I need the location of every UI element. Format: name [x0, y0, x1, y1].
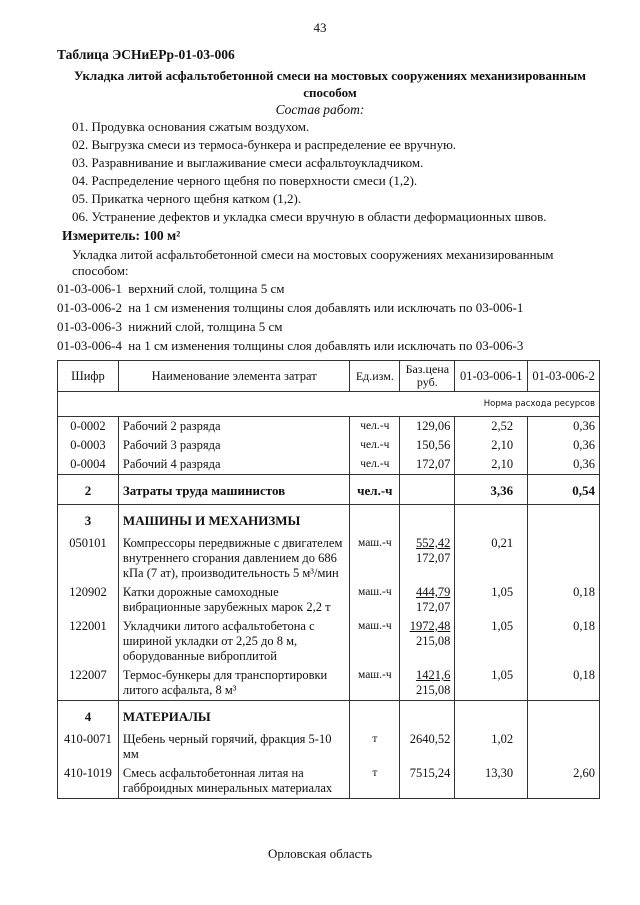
- variant-code: 01-03-006-4: [57, 338, 122, 353]
- works-subtitle: Состав работ:: [275, 102, 365, 117]
- section-row: [58, 505, 600, 535]
- price-value: 2640,52: [409, 732, 451, 746]
- table-row: [58, 417, 600, 437]
- cell-price: [400, 505, 455, 535]
- price-current: 552,42: [415, 536, 451, 550]
- cell-v2: [528, 505, 600, 535]
- cell-name: Рабочий 2 разряда: [118, 417, 349, 437]
- cell-price: [400, 701, 455, 731]
- cell-v2: 0,18: [528, 666, 600, 701]
- cell-price: [400, 436, 455, 455]
- cell-name: Смесь асфальтобетонная литая на габброидных минеральных материалах: [118, 764, 349, 799]
- cell-code: 410-0071: [58, 730, 119, 764]
- cell-code: 4: [58, 701, 119, 731]
- section-title: Укладка литой асфальтобетонной смеси на мостовых сооружениях механизированным способом: [73, 68, 587, 100]
- cell-code: 122001: [58, 617, 119, 666]
- table-row: [58, 764, 600, 799]
- variant-code: 01-03-006-1: [57, 281, 122, 296]
- header-unit: Ед.изм.: [350, 361, 400, 392]
- cell-unit: чел.-ч: [350, 417, 400, 437]
- cell-unit: маш.-ч: [350, 534, 400, 583]
- price-current: 444,79: [415, 585, 451, 599]
- header-v1: 01-03-006-1: [455, 361, 528, 392]
- cell-price: [400, 666, 455, 701]
- variant-text: верхний слой, толщина 5 см: [128, 281, 285, 296]
- cell-unit: [350, 701, 400, 731]
- cell-price: [400, 730, 455, 764]
- cell-v1: 1,02: [455, 730, 528, 764]
- price-machinist: 172,07: [415, 551, 451, 565]
- cell-code: 410-1019: [58, 764, 119, 799]
- cell-v2: [528, 701, 600, 731]
- variant-code: 01-03-006-3: [57, 319, 122, 334]
- variant-item: [57, 336, 523, 355]
- cell-v1: 1,05: [455, 666, 528, 701]
- table-row: [58, 666, 600, 701]
- cell-v1: 0,21: [455, 534, 528, 583]
- cell-name: Рабочий 4 разряда: [118, 455, 349, 475]
- price-value: 7515,24: [409, 766, 451, 780]
- cell-name: МАТЕРИАЛЫ: [118, 701, 349, 731]
- cell-name: Компрессоры передвижные с двигателем внутреннего сгорания давлением до 686 кПа (7 ат), производительность 5 м³/мин: [118, 534, 349, 583]
- cell-price: [400, 583, 455, 617]
- norm-label: Норма расхода ресурсов: [58, 392, 600, 417]
- cell-v1: 2,52: [455, 417, 528, 437]
- variant-text: нижний слой, толщина 5 см: [128, 319, 283, 334]
- price-machinist: 172,07: [415, 600, 451, 614]
- cell-code: 0-0004: [58, 455, 119, 475]
- description: Укладка литой асфальтобетонной смеси на мостовых сооружениях механизированным способом:: [72, 247, 554, 278]
- cell-code: 122007: [58, 666, 119, 701]
- cell-price: [400, 617, 455, 666]
- cell-v1: [455, 701, 528, 731]
- cell-v2: 0,36: [528, 436, 600, 455]
- cell-v2: 0,36: [528, 455, 600, 475]
- work-item: 03. Разравнивание и выглаживание смеси асфальтоукладчиком.: [72, 155, 424, 170]
- price-machinist: 215,08: [415, 634, 451, 648]
- page-footer: Орловская область: [267, 846, 373, 861]
- variants-list: [57, 279, 523, 355]
- cell-unit: т: [350, 764, 400, 799]
- page-number: 43: [313, 20, 327, 35]
- table-row: [58, 583, 600, 617]
- cell-name: Рабочий 3 разряда: [118, 436, 349, 455]
- work-item: 04. Распределение черного щебня по поверхности смеси (1,2).: [72, 173, 418, 188]
- variant-item: [57, 298, 523, 317]
- cell-price: [400, 764, 455, 799]
- cell-v1: [455, 505, 528, 535]
- variant-code: 01-03-006-2: [57, 300, 122, 315]
- cell-v2: [528, 730, 600, 764]
- cell-unit: чел.-ч: [350, 436, 400, 455]
- measure-unit: Измеритель: 100 м²: [62, 228, 181, 243]
- work-item: 06. Устранение дефектов и укладка смеси вручную в области деформационных швов.: [72, 209, 547, 224]
- cell-price: [400, 475, 455, 505]
- cell-name: Затраты труда машинистов: [118, 475, 349, 505]
- cell-price: [400, 534, 455, 583]
- norm-row: [58, 392, 600, 417]
- cell-v1: 2,10: [455, 455, 528, 475]
- cell-name: Катки дорожные самоходные вибрационные зарубежных марок 2,2 т: [118, 583, 349, 617]
- cell-v2: [528, 534, 600, 583]
- cell-unit: [350, 505, 400, 535]
- cell-price: [400, 455, 455, 475]
- cell-v1: 2,10: [455, 436, 528, 455]
- price-value: 129,06: [415, 419, 451, 433]
- price-current: 1421,6: [415, 668, 451, 682]
- cell-name: МАШИНЫ И МЕХАНИЗМЫ: [118, 505, 349, 535]
- cell-code: 2: [58, 475, 119, 505]
- cell-code: 3: [58, 505, 119, 535]
- variant-text: на 1 см изменения толщины слоя добавлять или исключать по 03-006-3: [128, 338, 524, 353]
- cell-price: [400, 417, 455, 437]
- resources-table: [57, 360, 600, 799]
- cell-unit: маш.-ч: [350, 666, 400, 701]
- header-name: Наименование элемента затрат: [118, 361, 349, 392]
- cell-v2: 0,18: [528, 583, 600, 617]
- cell-v2: 0,18: [528, 617, 600, 666]
- variant-item: [57, 317, 523, 336]
- works-list: [72, 118, 547, 226]
- cell-unit: чел.-ч: [350, 475, 400, 505]
- price-current: 1972,48: [409, 619, 451, 633]
- table-row: [58, 730, 600, 764]
- header-v2: 01-03-006-2: [528, 361, 600, 392]
- table-row: [58, 617, 600, 666]
- table-row: [58, 534, 600, 583]
- cell-v1: 13,30: [455, 764, 528, 799]
- cell-code: 050101: [58, 534, 119, 583]
- cell-v2: 0,36: [528, 417, 600, 437]
- work-item: 02. Выгрузка смеси из термоса-бункера и распределение ее вручную.: [72, 137, 457, 152]
- cell-name: Щебень черный горячий, фракция 5-10 мм: [118, 730, 349, 764]
- table-row: [58, 475, 600, 505]
- price-value: 150,56: [415, 438, 451, 452]
- cell-unit: т: [350, 730, 400, 764]
- cell-name: Термос-бункеры для транспортировки литого асфальта, 8 м³: [118, 666, 349, 701]
- cell-v2: 0,54: [528, 475, 600, 505]
- header-price: Баз.цена руб.: [400, 361, 455, 392]
- cell-code: 0-0003: [58, 436, 119, 455]
- cell-unit: маш.-ч: [350, 617, 400, 666]
- cell-v1: 1,05: [455, 583, 528, 617]
- header-code: Шифр: [58, 361, 119, 392]
- cell-v1: 1,05: [455, 617, 528, 666]
- table-row: [58, 455, 600, 475]
- cell-v1: 3,36: [455, 475, 528, 505]
- cell-name: Укладчики литого асфальтобетона с шириной укладки от 2,25 до 8 м, оборудованные виброплитой: [118, 617, 349, 666]
- price-machinist: 215,08: [415, 683, 451, 697]
- variant-text: на 1 см изменения толщины слоя добавлять или исключать по 03-006-1: [128, 300, 524, 315]
- table-row: [58, 436, 600, 455]
- cell-v2: 2,60: [528, 764, 600, 799]
- variant-item: [57, 279, 523, 298]
- cell-unit: чел.-ч: [350, 455, 400, 475]
- cell-unit: маш.-ч: [350, 583, 400, 617]
- table-id: Таблица ЭСНиЕРр-01-03-006: [57, 47, 235, 62]
- section-row: [58, 701, 600, 731]
- table-header: [58, 361, 600, 392]
- cell-code: 0-0002: [58, 417, 119, 437]
- work-item: 01. Продувка основания сжатым воздухом.: [72, 119, 310, 134]
- cell-code: 120902: [58, 583, 119, 617]
- work-item: 05. Прикатка черного щебня катком (1,2).: [72, 191, 302, 206]
- price-value: 172,07: [415, 457, 451, 471]
